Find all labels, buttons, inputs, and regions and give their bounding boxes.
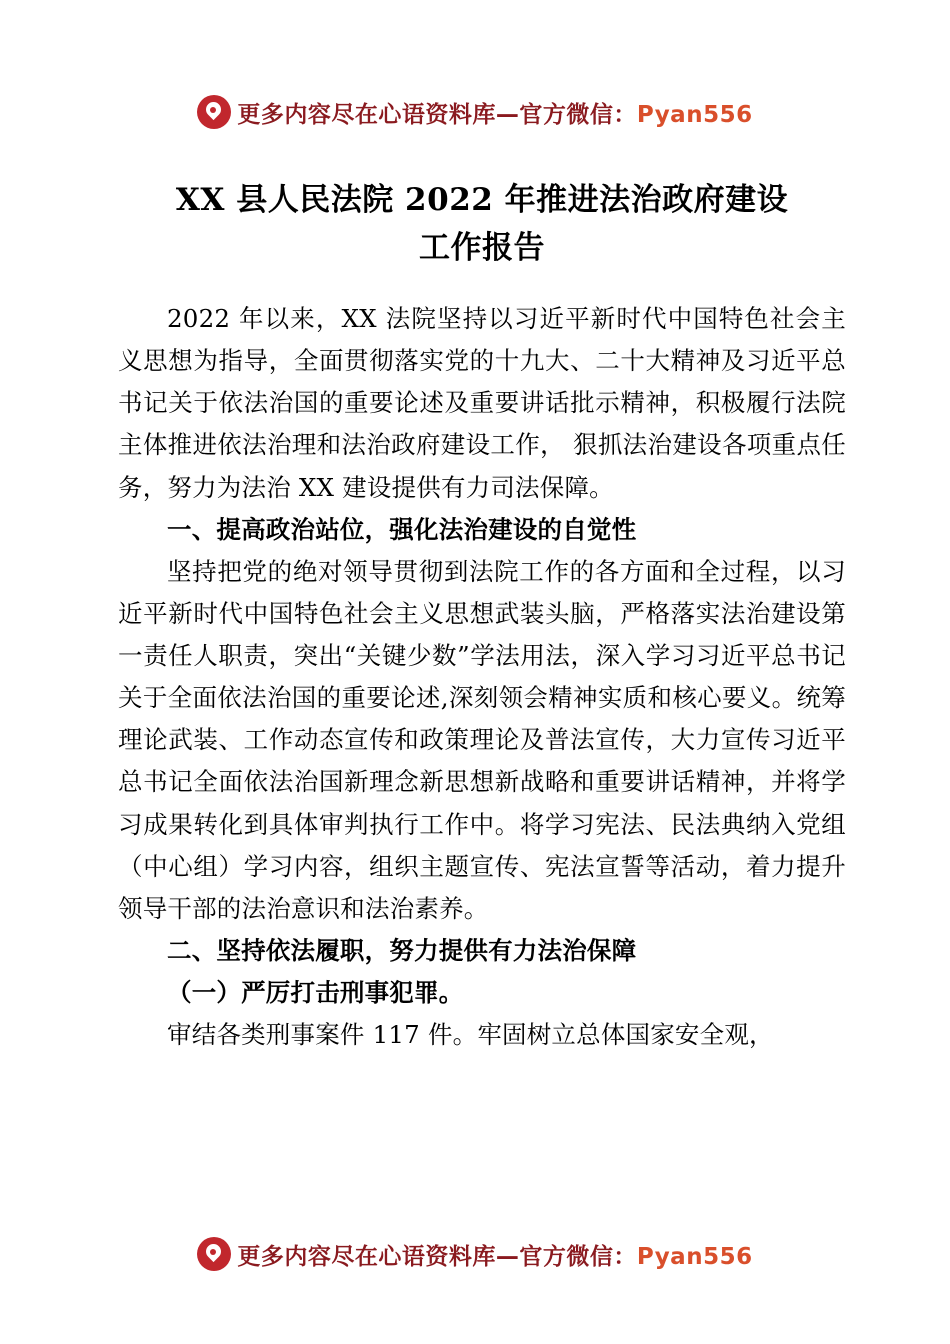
watermark-text xyxy=(237,96,752,129)
watermark-banner-bottom xyxy=(0,1237,950,1271)
document-content xyxy=(118,176,846,1056)
section-heading: 二、坚持依法履职，努力提供有力法治保障 xyxy=(167,935,637,965)
watermark-banner-top xyxy=(0,95,950,129)
page-title-line-1: XX 县人民法院 2022 年推进法治政府建设 xyxy=(175,182,789,218)
section-heading: 一、提高政治站位，强化法治建设的自觉性 xyxy=(167,514,637,544)
lotus-circle-logo-icon xyxy=(197,1237,231,1271)
page-title-line-2: 工作报告 xyxy=(419,230,545,267)
page-title xyxy=(118,176,846,272)
watermark-wechat-id: Pyan556 xyxy=(636,101,753,128)
watermark-text xyxy=(237,1238,752,1271)
body-paragraph: 审结各类刑事案件 117 件。牢固树立总体国家安全观， xyxy=(167,1020,774,1050)
body-paragraph: 坚持把党的绝对领导贯彻到法院工作的各方面和全过程，以习近平新时代中国特色社会主义思想武装头脑，严格落实法治建设第一责任人职责，突出“关键少数”学法用法，深入学习习近平总书记关于全面依法治国的重要论述,深刻领会精神实质和核心要义。统筹理论武装、工作动态宣传和政策理论及普法宣传，大力宣传习近平总书记全面依法治国新理念新思想新战略和重要讲话精神，并将学习成果转化到具体审判执行工作中。将学习宪法、民法典纳入党组（中心组）学习内容，组织主题宣传、宪法宣誓等活动，着力提升领导干部的法治意识和法治素养。 xyxy=(118,556,846,923)
subsection-heading: （一）严厉打击刑事犯罪。 xyxy=(167,978,464,1008)
watermark-wechat-id: Pyan556 xyxy=(636,1243,753,1270)
body-paragraph: 2022 年以来，XX 法院坚持以习近平新时代中国特色社会主义思想为指导，全面贯彻落实党的十九大、二十大精神及习近平总书记关于依法治国的重要论述及重要讲话批示精神，积极履行法院主体推进依法治理和法治政府建设工作， 狠抓法治建设各项重点任务，努力为法治 XX 建设提供有力司法保障。 xyxy=(118,304,846,502)
watermark-label: 更多内容尽在心语资料库—官方微信： xyxy=(237,1243,637,1270)
lotus-circle-logo-icon xyxy=(197,95,231,129)
watermark-label: 更多内容尽在心语资料库—官方微信： xyxy=(237,101,637,128)
